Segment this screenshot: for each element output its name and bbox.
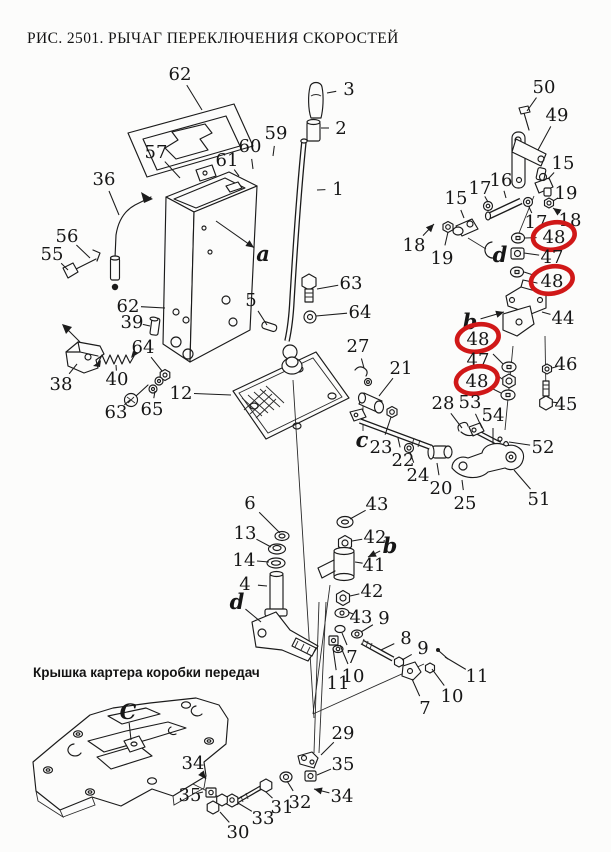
svg-text:d: d [492, 242, 508, 267]
callout-45 [552, 394, 577, 415]
svg-text:43: 43 [365, 494, 389, 515]
svg-text:11: 11 [465, 666, 489, 687]
callout-44 [542, 308, 574, 329]
svg-text:48: 48 [466, 329, 490, 350]
part-21-27 [355, 367, 384, 413]
callout-38 [50, 364, 77, 395]
callout-8 [381, 628, 412, 650]
callout-14 [233, 550, 269, 571]
svg-text:51: 51 [527, 489, 551, 510]
callout-46 [552, 354, 577, 375]
callout-21 [379, 358, 412, 396]
callout-41 [355, 555, 385, 576]
part-lever-housing [163, 172, 257, 362]
svg-text:34: 34 [330, 786, 354, 807]
callout-35 [179, 785, 203, 806]
svg-text:50: 50 [532, 77, 556, 98]
svg-text:17: 17 [468, 178, 492, 199]
callout-10 [432, 669, 463, 707]
svg-text:b: b [462, 309, 478, 334]
callout-55 [41, 244, 68, 270]
svg-text:19: 19 [554, 183, 578, 204]
svg-text:17: 17 [524, 212, 548, 233]
part-washers-65 [149, 377, 163, 393]
svg-text:56: 56 [55, 226, 79, 247]
svg-text:c: c [355, 427, 369, 452]
svg-text:61: 61 [215, 150, 239, 171]
svg-text:9: 9 [378, 608, 390, 629]
callout-2 [321, 118, 347, 139]
svg-text:2: 2 [335, 118, 347, 139]
svg-text:32: 32 [288, 792, 312, 813]
svg-text:b: b [382, 533, 398, 558]
svg-text:18: 18 [402, 235, 426, 256]
callout-39 [121, 312, 150, 333]
svg-text:62: 62 [116, 296, 140, 317]
svg-text:41: 41 [362, 555, 386, 576]
svg-text:52: 52 [531, 437, 555, 458]
svg-text:65: 65 [140, 399, 164, 420]
svg-text:16: 16 [489, 170, 513, 191]
svg-text:48: 48 [540, 271, 564, 292]
callout-7 [412, 679, 431, 719]
svg-text:48: 48 [465, 371, 489, 392]
svg-text:25: 25 [453, 493, 477, 514]
callout-18 [403, 224, 434, 256]
svg-text:11: 11 [326, 673, 350, 694]
svg-text:d: d [229, 589, 245, 614]
svg-text:14: 14 [232, 550, 256, 571]
part-bolt-63-center [302, 274, 316, 302]
callout-1 [317, 179, 344, 200]
part-lever-arm-49-50 [512, 106, 546, 188]
svg-text:48: 48 [542, 227, 566, 248]
svg-text:23: 23 [369, 437, 393, 458]
svg-text:44: 44 [551, 308, 575, 329]
callout-34 [314, 786, 353, 807]
svg-text:47: 47 [466, 350, 490, 371]
callout-60 [239, 136, 262, 169]
svg-text:18: 18 [558, 210, 582, 231]
svg-text:20: 20 [429, 478, 453, 499]
svg-text:64: 64 [348, 302, 372, 323]
svg-text:28: 28 [431, 393, 455, 414]
callout-62 [169, 64, 202, 110]
callout-36 [93, 169, 119, 215]
svg-text:a: a [256, 241, 270, 266]
callout-17 [469, 178, 492, 202]
svg-text:27: 27 [346, 336, 370, 357]
cover-caption: Крышка картера коробки передач [33, 665, 260, 680]
svg-text:59: 59 [264, 123, 288, 144]
callout-30 [220, 812, 249, 843]
callout-35 [317, 754, 354, 775]
svg-text:7: 7 [419, 698, 431, 719]
callout-25 [454, 480, 477, 514]
callout-42 [352, 527, 386, 548]
svg-text:13: 13 [233, 523, 257, 544]
part-lever-sleeve [307, 120, 320, 142]
svg-text:43: 43 [349, 607, 373, 628]
callout-43 [348, 607, 372, 628]
svg-text:38: 38 [49, 374, 73, 395]
callout-19 [431, 232, 454, 269]
svg-text:19: 19 [430, 248, 454, 269]
callout-63 [317, 273, 362, 294]
svg-text:29: 29 [331, 723, 355, 744]
callout-29 [321, 723, 354, 755]
part-nut-46-bolt-45 [540, 364, 553, 410]
callout-64 [316, 302, 371, 323]
callout-15 [445, 188, 468, 218]
ref-letter-d [493, 242, 508, 267]
callout-11 [445, 657, 488, 687]
callout-64 [132, 337, 162, 371]
part-washer-64-center [304, 311, 316, 323]
svg-text:8: 8 [400, 628, 412, 649]
callout-51 [514, 470, 550, 510]
part-pin-5 [261, 321, 277, 332]
svg-text:63: 63 [339, 273, 363, 294]
callout-3 [327, 79, 355, 100]
callout-15 [548, 153, 574, 179]
svg-text:46: 46 [554, 354, 578, 375]
svg-text:55: 55 [40, 244, 64, 265]
callout-40 [106, 365, 129, 390]
ref-letter-c [356, 427, 369, 452]
part-gear-lever [283, 139, 307, 359]
svg-text:62: 62 [168, 64, 192, 85]
callout-59 [265, 123, 288, 156]
callout-12 [170, 383, 231, 404]
figure-title: РИС. 2501. РЫЧАГ ПЕРЕКЛЮЧЕНИЯ СКОРОСТЕЙ [27, 30, 399, 47]
part-bell-crank-51 [452, 444, 524, 478]
svg-text:35: 35 [178, 785, 202, 806]
svg-text:64: 64 [131, 337, 155, 358]
svg-text:42: 42 [363, 527, 387, 548]
part-washer-stack-right [501, 362, 516, 400]
svg-text:30: 30 [226, 822, 250, 843]
part-bracket-44 [503, 280, 546, 336]
svg-text:35: 35 [331, 754, 355, 775]
svg-text:1: 1 [332, 179, 344, 200]
callout-19 [553, 183, 577, 204]
svg-text:12: 12 [169, 383, 193, 404]
svg-text:53: 53 [458, 392, 482, 413]
part-bolt-55-56 [63, 250, 100, 278]
svg-text:47: 47 [540, 247, 564, 268]
svg-text:36: 36 [92, 169, 116, 190]
svg-text:57: 57 [144, 142, 168, 163]
callout-63 [105, 400, 130, 423]
svg-text:10: 10 [341, 666, 365, 687]
svg-text:54: 54 [481, 405, 505, 426]
part-pin-39 [150, 317, 160, 336]
svg-text:63: 63 [104, 402, 128, 423]
callout-28 [432, 393, 462, 428]
svg-text:21: 21 [389, 358, 413, 379]
svg-text:C: C [119, 699, 137, 724]
callout-16 [490, 170, 513, 198]
svg-text:5: 5 [245, 290, 257, 311]
part-bent-rod [111, 192, 154, 290]
svg-text:4: 4 [239, 574, 251, 595]
callout-27 [347, 336, 370, 368]
svg-text:31: 31 [270, 797, 294, 818]
svg-text:7: 7 [346, 647, 358, 668]
svg-text:3: 3 [343, 79, 355, 100]
svg-text:24: 24 [406, 465, 430, 486]
callout-49 [538, 105, 568, 150]
svg-text:6: 6 [244, 493, 256, 514]
part-washer-stack-d [267, 532, 289, 569]
callout-13 [234, 523, 271, 547]
svg-text:60: 60 [238, 136, 262, 157]
svg-text:15: 15 [551, 153, 575, 174]
svg-text:49: 49 [545, 105, 569, 126]
callout-20 [430, 463, 453, 499]
callout-42 [350, 581, 383, 602]
callout-65 [141, 391, 164, 420]
svg-text:22: 22 [391, 450, 415, 471]
svg-text:10: 10 [440, 686, 464, 707]
svg-text:9: 9 [417, 638, 429, 659]
svg-text:40: 40 [105, 369, 129, 390]
svg-text:15: 15 [444, 188, 468, 209]
part-shift-knob [309, 83, 323, 119]
callout-43 [350, 494, 388, 519]
svg-text:45: 45 [554, 394, 578, 415]
part-base-plate-12 [233, 352, 349, 439]
svg-text:42: 42 [360, 581, 384, 602]
svg-text:33: 33 [251, 808, 275, 829]
svg-text:34: 34 [181, 753, 205, 774]
svg-text:39: 39 [120, 312, 144, 333]
